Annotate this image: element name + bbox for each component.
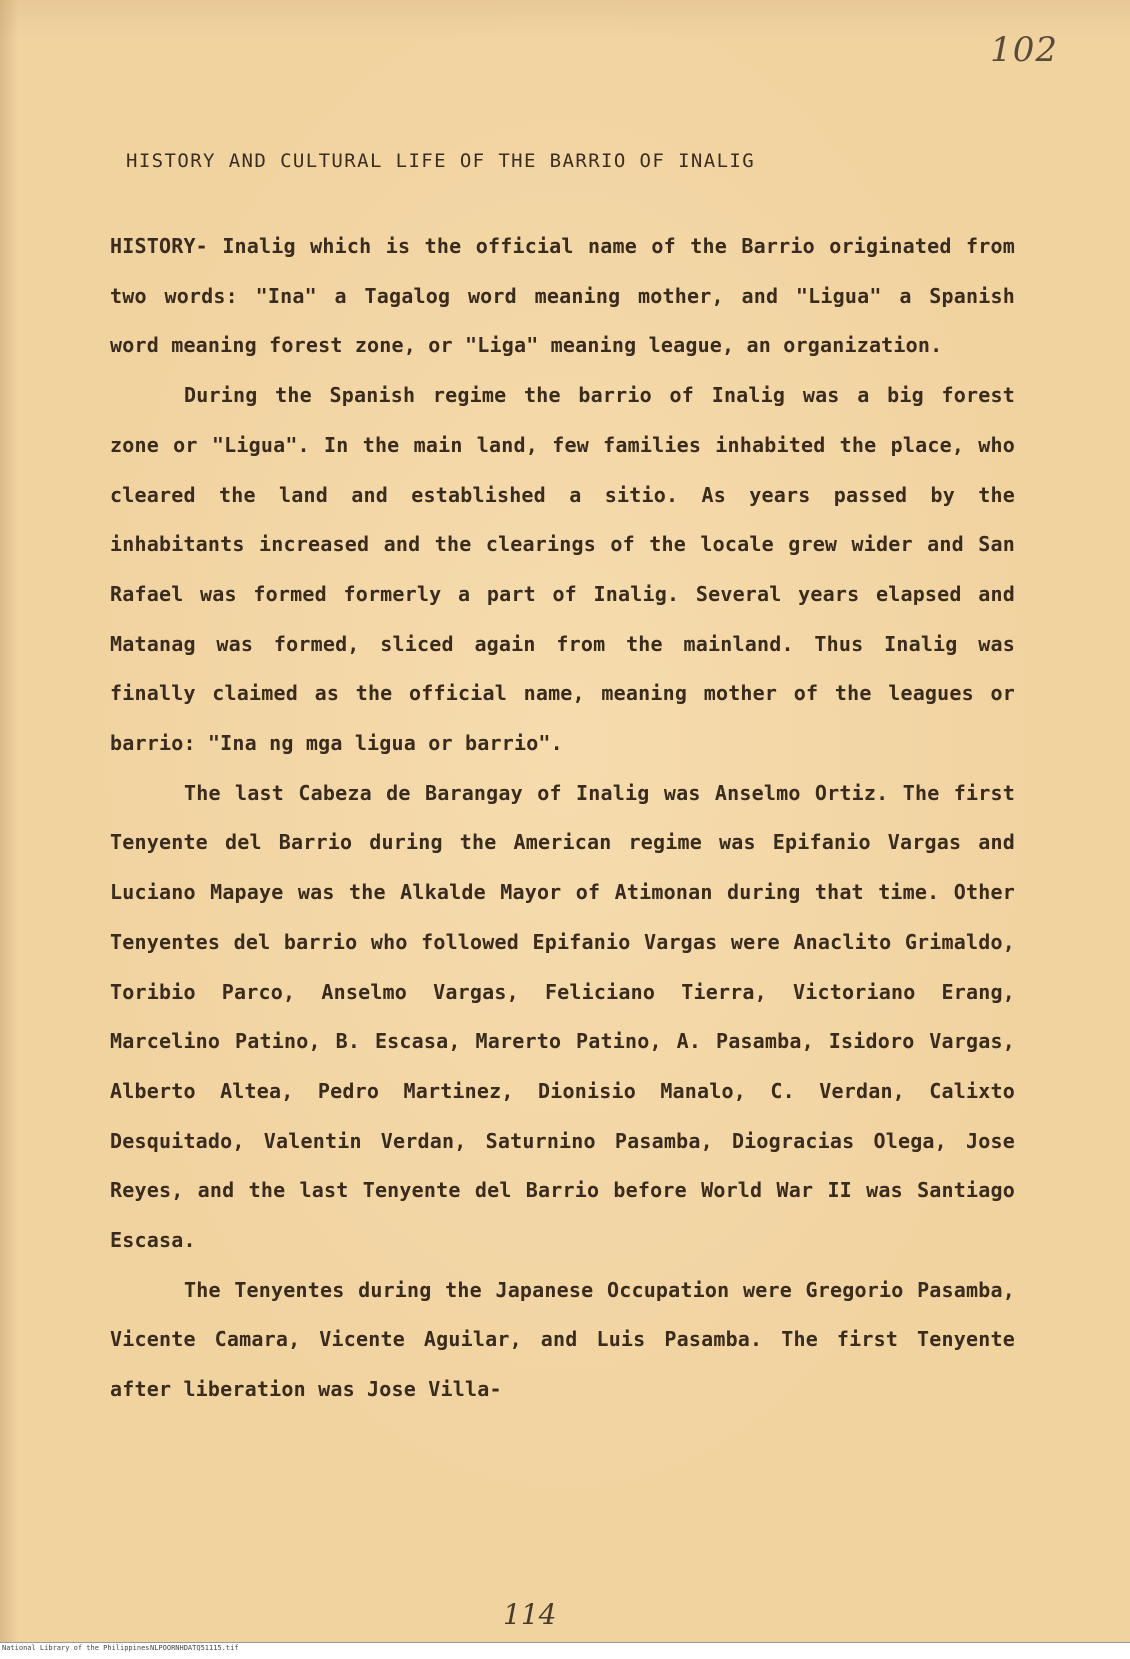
paragraph-japanese-occupation: The Tenyentes during the Japanese Occupation were Gregorio Pasamba, Vicente Camara, Vicente Aguilar, and Luis Pasamba. The first Tenyente after liberation was Jose Villa- bbox=[110, 1277, 1015, 1402]
paragraph-tenyentes: The last Cabeza de Barangay of Inalig was Anselmo Ortiz. The first Tenyente del Barrio during the American regime was Epifanio Vargas and Luciano Mapaye was the Alkalde Mayor of Atimonan during that time. Other Tenyentes del barrio who followed Epifanio Vargas were Anaclito Grimaldo, Toribio Parco, Anselmo Vargas, Feliciano Tierra, Victoriano Erang, Marcelino Patino, B. Escasa, Marerto Patino, A. Pasamba, Isidoro Vargas, Alberto Altea, Pedro Martinez, Dionisio Manalo, C. Verdan, Calixto Desquitado, Valentin Verdan, Saturnino Pasamba, Diogracias Olega, Jose Reyes, and the last Tenyente del Barrio before World War II was Santiago Escasa. bbox=[110, 780, 1015, 1253]
footer-library: National Library of the Philippines bbox=[2, 1644, 150, 1652]
footer-filename: NLPOORNHDATQ51115.tif bbox=[150, 1644, 239, 1652]
paragraph-history: HISTORY- Inalig which is the official name of the Barrio originated from two words: "Ina" a Tagalog word meaning mother, and "Ligua" a Spanish word meaning forest zone, or "Liga" meaning league, an organization. bbox=[110, 234, 1015, 358]
paragraph-spanish-regime: During the Spanish regime the barrio of Inalig was a big forest zone or "Ligua". In the main land, few families inhabited the place, who cleared the land and established a sitio. As years passed by the inhabitants increased and the clearings of the locale grew wider and San Rafael was formed formerly a part of Inalig. Several years elapsed and Matanag was formed, sliced again from the mainland. Thus Inalig was finally claimed as the official name, meaning mother of the leagues or barrio: "Ina ng mga ligua or barrio". bbox=[110, 383, 1015, 756]
document-title: HISTORY AND CULTURAL LIFE OF THE BARRIO OF INALIG bbox=[126, 150, 756, 172]
body-text bbox=[110, 222, 1015, 1415]
page-number: 102 bbox=[990, 30, 1058, 70]
handwritten-page-number: 114 bbox=[503, 1598, 557, 1631]
scan-footer bbox=[0, 1642, 1130, 1659]
